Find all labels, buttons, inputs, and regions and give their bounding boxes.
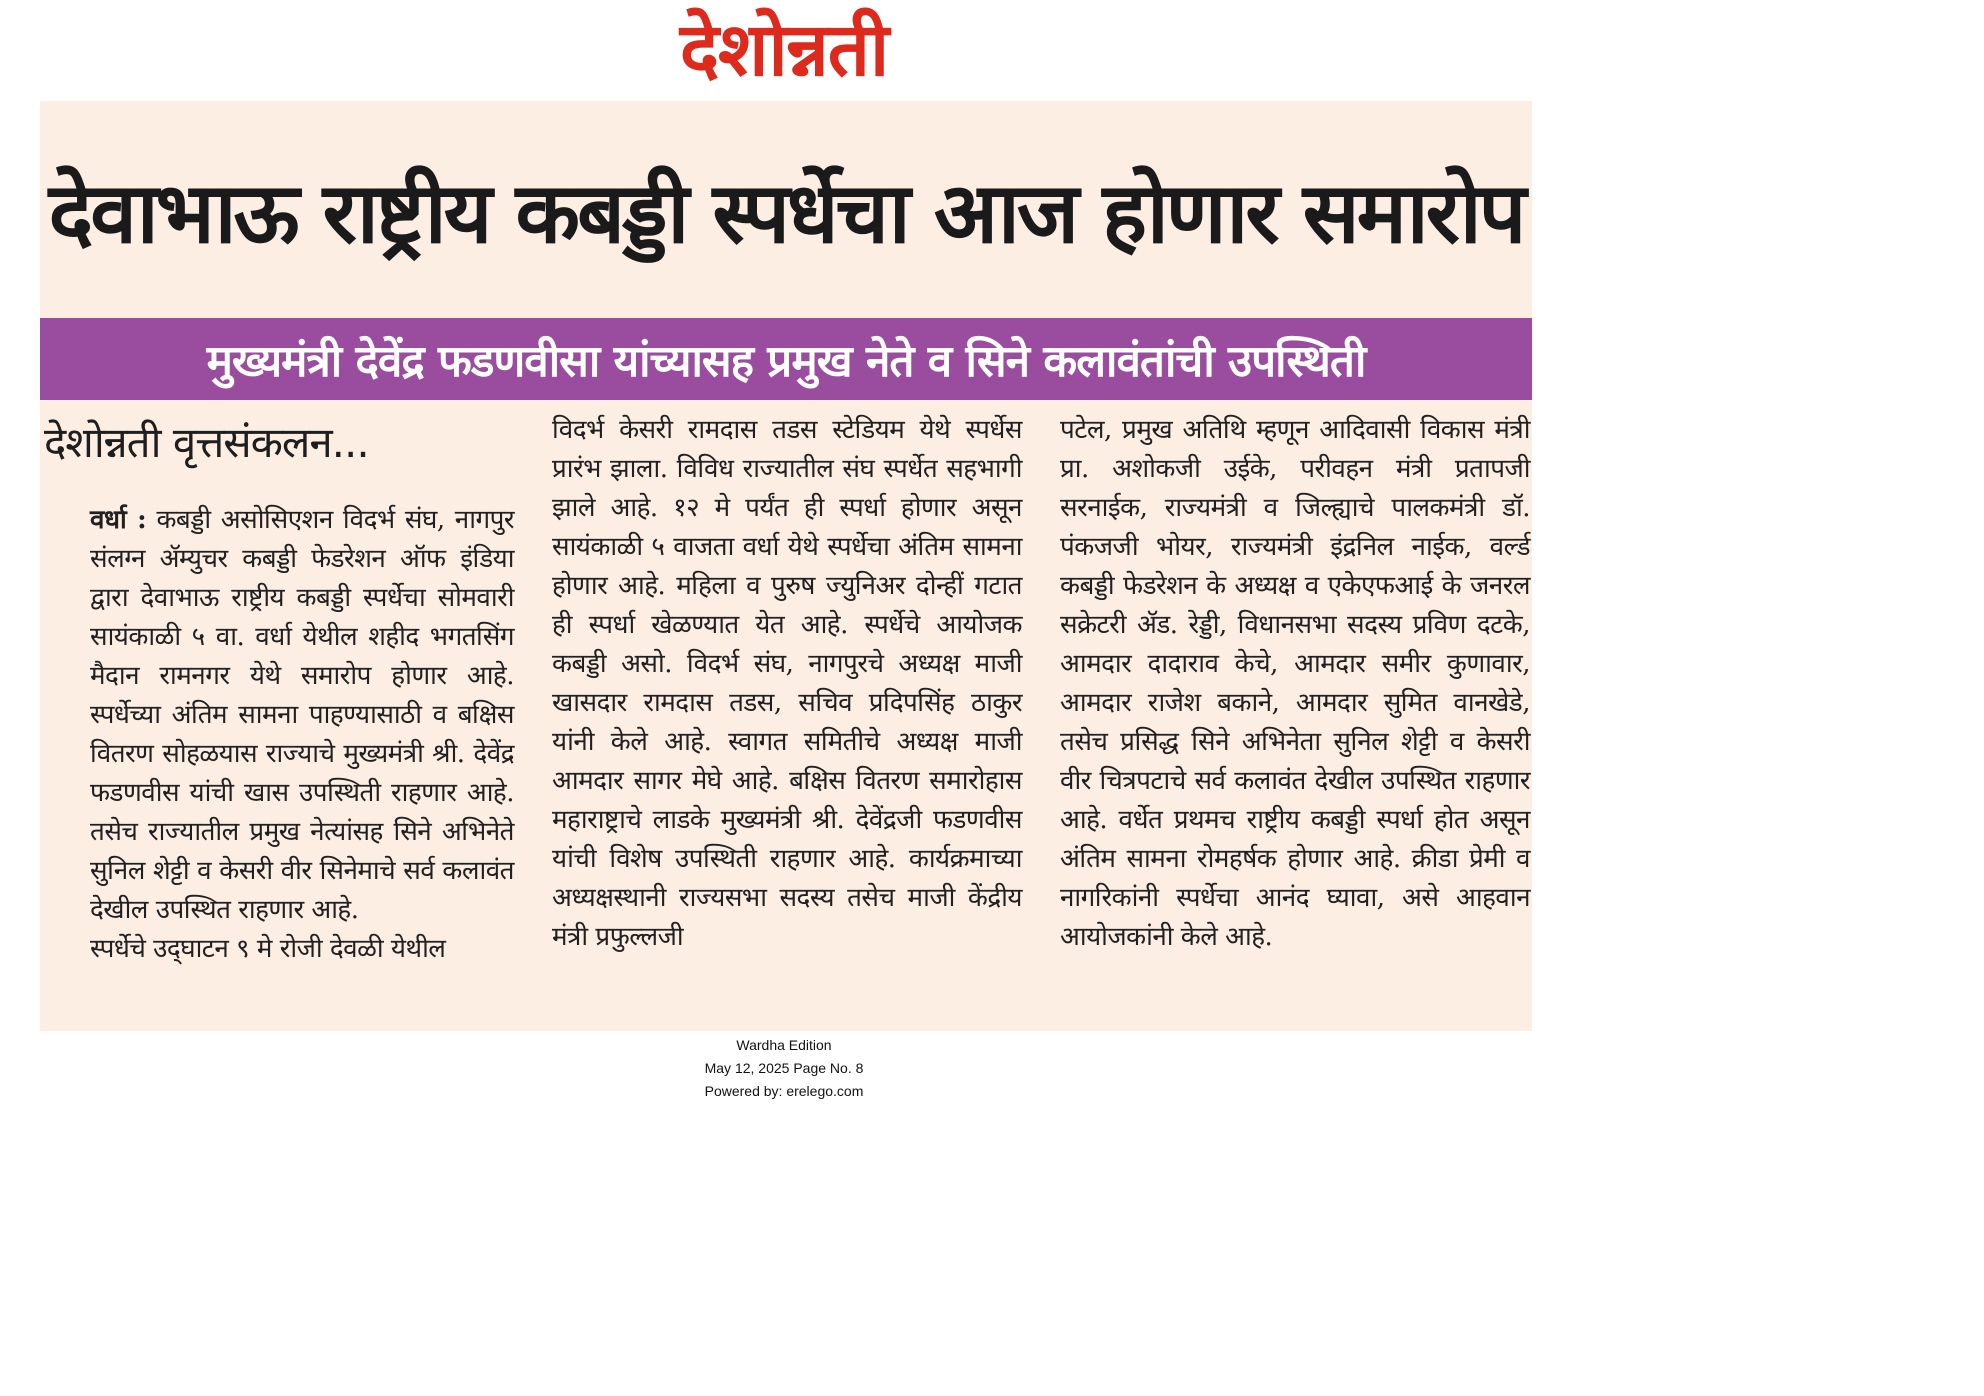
- news-clipping: [40, 101, 1532, 1031]
- article-column-2: [552, 411, 1022, 957]
- article-column-1: [44, 413, 514, 969]
- article-paragraph: पटेल, प्रमुख अतिथि म्हणून आदिवासी विकास मंत्री प्रा. अशोकजी उईके, परीवहन मंत्री प्रतापजी सरनाईक, राज्यमंत्री व जिल्ह्याचे पालकमंत्री डॉ. पंकजजी भोयर, राज्यमंत्री इंद्रनिल नाईक, वर्ल्ड कबड्डी फेडरेशन के अध्यक्ष व एकेएफआई के जनरल सक्रेटरी ॲड. रेड्डी, विधानसभा सदस्य प्रविण दटके, आमदार दादाराव केचे, आमदार समीर कुणावार, आमदार राजेश बकाने, आमदार सुमित वानखेडे, तसेच प्रसिद्ध सिने अभिनेता सुनिल शेट्टी व केसरी वीर चित्रपटाचे सर्व कलावंत देखील उपस्थित राहणार आहे. वर्धेत प्रथमच राष्ट्रीय कबड्डी स्पर्धा होत असून अंतिम सामना रोमहर्षक होणार आहे. क्रीडा प्रेमी व नागरिकांनी स्पर्धेचा आनंद घ्यावा, असे आहवान आयोजकांनी केले आहे.: [1060, 415, 1530, 952]
- page-footer: [0, 1034, 1568, 1103]
- edition-label: Wardha Edition: [736, 1037, 832, 1053]
- article-paragraph: स्पर्धेचे उद्‌घाटन ९ मे रोजी देवळी येथील: [90, 934, 446, 964]
- newspaper-masthead: देशोन्नती: [679, 7, 889, 93]
- date-page-label: May 12, 2025 Page No. 8: [704, 1060, 864, 1076]
- powered-by-label: Powered by: erelego.com: [704, 1083, 864, 1099]
- article-byline: देशोन्नती वृत्तसंकलन...: [44, 418, 369, 467]
- article-subheadline: मुख्यमंत्री देवेंद्र फडणवीसा यांच्यासह प्रमुख नेते व सिने कलावंतांची उपस्थिती: [40, 318, 1532, 400]
- article-paragraph: विदर्भ केसरी रामदास तडस स्टेडियम येथे स्पर्धेस प्रारंभ झाला. विविध राज्यातील संघ स्पर्धेत सहभागी झाले आहे. १२ मे पर्यंत ही स्पर्धा होणार असून सायंकाळी ५ वाजता वर्धा येथे स्पर्धेचा अंतिम सामना होणार आहे. महिला व पुरुष ज्युनिअर दोन्हीं गटात ही स्पर्धा खेळण्यात येत आहे. स्पर्धेचे आयोजक कबड्डी असो. विदर्भ संघ, नागपुरचे अध्यक्ष माजी खासदार रामदास तडस, सचिव प्रदिपसिंह ठाकुर यांनी केले आहे. स्वागत समितीचे अध्यक्ष माजी आमदार सागर मेघे आहे. बक्षिस वितरण समारोहास महाराष्ट्राचे लाडके मुख्यमंत्री श्री. देवेंद्रजी फडणवीस यांची विशेष उपस्थिती राहणार आहे. कार्यक्रमाच्या अध्यक्षस्थानी राज्यसभा सदस्य तसेच माजी केंद्रीय मंत्री प्रफुल्लजी: [552, 415, 1022, 952]
- article-paragraph-text: कबड्डी असोसिएशन विदर्भ संघ, नागपुर संलग्न ॲम्युचर कबड्डी फेडरेशन ऑफ इंडिया द्वारा देवाभाऊ राष्ट्रीय कबड्डी स्पर्धेचा सोमवारी सायंकाळी ५ वा. वर्धा येथील शहीद भगतसिंग मैदान रामनगर येथे समारोप होणार आहे. स्पर्धेच्या अंतिम सामना पाहण्यासाठी व बक्षिस वितरण सोहळयास राज्याचे मुख्यमंत्री श्री. देवेंद्र फडणवीस यांची खास उपस्थिती राहणार आहे. तसेच राज्यातील प्रमुख नेत्यांसह सिने अभिनेते सुनिल शेट्टी व केसरी वीर सिनेमाचे सर्व कलावंत देखील उपस्थित राहणार आहे.: [90, 505, 514, 925]
- article-paragraph: [44, 501, 514, 930]
- article-headline: देवाभाऊ राष्ट्रीय कबड्डी स्पर्धेचा आज होणार समारोप: [48, 163, 1524, 262]
- article-dateline: वर्धा :: [90, 505, 147, 535]
- article-column-3: [1060, 411, 1530, 957]
